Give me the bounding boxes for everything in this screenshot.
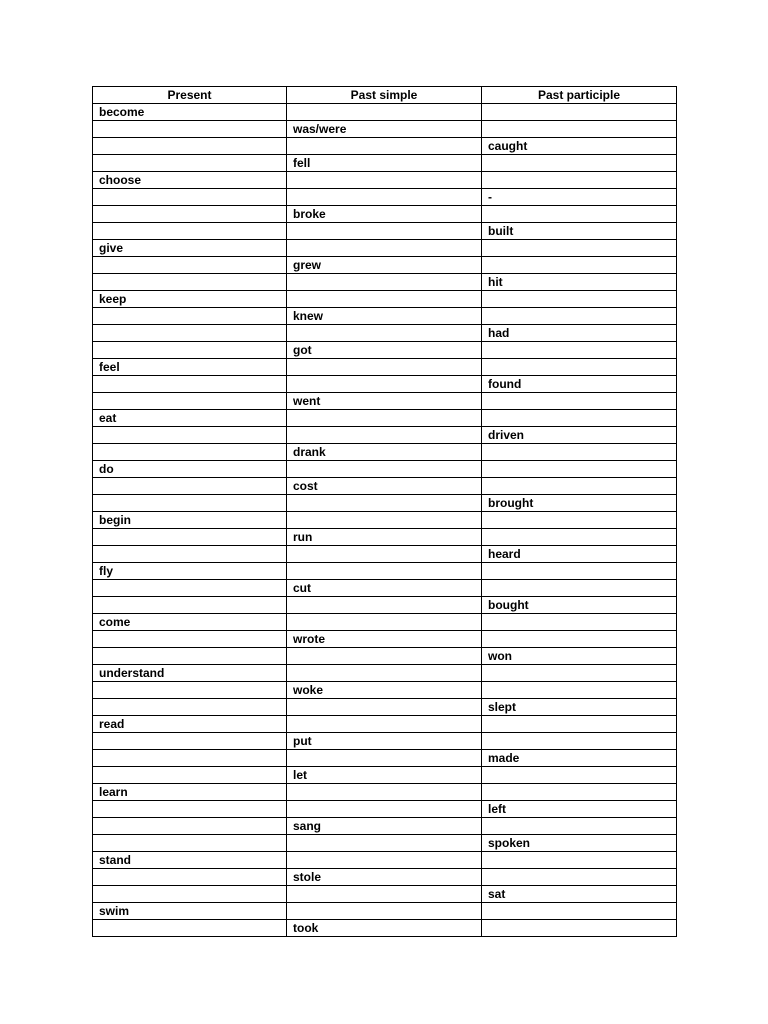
- table-body: [93, 104, 677, 937]
- past-participle-cell[interactable]: [482, 121, 677, 138]
- past-participle-cell[interactable]: [482, 733, 677, 750]
- past-simple-cell[interactable]: was/were: [287, 121, 482, 138]
- present-cell[interactable]: [93, 274, 287, 291]
- table-row: [93, 274, 677, 291]
- past-simple-cell[interactable]: [287, 189, 482, 206]
- table-row: [93, 410, 677, 427]
- past-participle-cell[interactable]: [482, 342, 677, 359]
- present-cell[interactable]: [93, 699, 287, 716]
- table-row: [93, 121, 677, 138]
- past-simple-cell[interactable]: [287, 614, 482, 631]
- table-row: [93, 784, 677, 801]
- present-cell[interactable]: keep: [93, 291, 287, 308]
- past-participle-cell[interactable]: won: [482, 648, 677, 665]
- past-participle-cell[interactable]: bought: [482, 597, 677, 614]
- table-row: [93, 835, 677, 852]
- past-participle-cell[interactable]: [482, 631, 677, 648]
- past-participle-cell[interactable]: [482, 920, 677, 937]
- table-row: [93, 478, 677, 495]
- table-header: [93, 87, 677, 104]
- past-participle-cell[interactable]: [482, 291, 677, 308]
- past-participle-cell[interactable]: [482, 172, 677, 189]
- past-simple-cell[interactable]: [287, 138, 482, 155]
- present-cell[interactable]: [93, 376, 287, 393]
- present-cell[interactable]: [93, 155, 287, 172]
- past-simple-cell[interactable]: [287, 274, 482, 291]
- past-simple-cell[interactable]: grew: [287, 257, 482, 274]
- table-row: [93, 393, 677, 410]
- past-simple-cell[interactable]: [287, 546, 482, 563]
- table-row: [93, 597, 677, 614]
- past-simple-cell[interactable]: went: [287, 393, 482, 410]
- past-simple-cell[interactable]: cut: [287, 580, 482, 597]
- past-simple-cell[interactable]: [287, 886, 482, 903]
- present-cell[interactable]: [93, 631, 287, 648]
- past-simple-cell[interactable]: [287, 461, 482, 478]
- past-participle-cell[interactable]: heard: [482, 546, 677, 563]
- past-simple-cell[interactable]: wrote: [287, 631, 482, 648]
- past-participle-cell[interactable]: [482, 461, 677, 478]
- past-participle-cell[interactable]: sat: [482, 886, 677, 903]
- past-participle-cell[interactable]: [482, 206, 677, 223]
- past-simple-cell[interactable]: put: [287, 733, 482, 750]
- past-participle-cell[interactable]: [482, 767, 677, 784]
- past-simple-cell[interactable]: [287, 376, 482, 393]
- present-cell[interactable]: [93, 189, 287, 206]
- table-row: [93, 240, 677, 257]
- past-participle-cell[interactable]: spoken: [482, 835, 677, 852]
- present-cell[interactable]: begin: [93, 512, 287, 529]
- table-row: [93, 920, 677, 937]
- past-participle-cell[interactable]: [482, 852, 677, 869]
- table-row: [93, 886, 677, 903]
- past-simple-cell[interactable]: [287, 427, 482, 444]
- present-cell[interactable]: [93, 835, 287, 852]
- past-participle-cell[interactable]: [482, 257, 677, 274]
- present-cell[interactable]: [93, 801, 287, 818]
- table-row: [93, 359, 677, 376]
- table-row: [93, 869, 677, 886]
- present-cell[interactable]: [93, 342, 287, 359]
- present-cell[interactable]: [93, 818, 287, 835]
- present-cell[interactable]: give: [93, 240, 287, 257]
- present-cell[interactable]: [93, 495, 287, 512]
- table-row: [93, 580, 677, 597]
- past-participle-cell[interactable]: built: [482, 223, 677, 240]
- table-row: [93, 189, 677, 206]
- past-simple-cell[interactable]: [287, 563, 482, 580]
- present-cell[interactable]: [93, 869, 287, 886]
- past-participle-cell[interactable]: driven: [482, 427, 677, 444]
- past-participle-cell[interactable]: [482, 308, 677, 325]
- table-row: [93, 733, 677, 750]
- past-simple-cell[interactable]: fell: [287, 155, 482, 172]
- past-participle-cell[interactable]: had: [482, 325, 677, 342]
- table-row: [93, 155, 677, 172]
- table-row: [93, 699, 677, 716]
- present-cell[interactable]: [93, 206, 287, 223]
- table-row: [93, 563, 677, 580]
- past-participle-cell[interactable]: [482, 665, 677, 682]
- past-simple-cell[interactable]: [287, 801, 482, 818]
- past-participle-cell[interactable]: [482, 784, 677, 801]
- past-simple-cell[interactable]: [287, 104, 482, 121]
- present-cell[interactable]: [93, 546, 287, 563]
- past-simple-cell[interactable]: sang: [287, 818, 482, 835]
- past-simple-cell[interactable]: [287, 750, 482, 767]
- past-simple-cell[interactable]: broke: [287, 206, 482, 223]
- past-participle-cell[interactable]: hit: [482, 274, 677, 291]
- present-cell[interactable]: come: [93, 614, 287, 631]
- present-cell[interactable]: feel: [93, 359, 287, 376]
- table-row: [93, 529, 677, 546]
- past-simple-cell[interactable]: [287, 291, 482, 308]
- table-row: [93, 206, 677, 223]
- past-simple-cell[interactable]: knew: [287, 308, 482, 325]
- present-cell[interactable]: become: [93, 104, 287, 121]
- table-row: [93, 801, 677, 818]
- past-participle-cell[interactable]: [482, 563, 677, 580]
- present-cell[interactable]: [93, 121, 287, 138]
- table-row: [93, 716, 677, 733]
- table-row: [93, 614, 677, 631]
- past-simple-cell[interactable]: [287, 852, 482, 869]
- past-participle-cell[interactable]: [482, 818, 677, 835]
- table-row: [93, 138, 677, 155]
- past-participle-cell[interactable]: left: [482, 801, 677, 818]
- present-cell[interactable]: [93, 597, 287, 614]
- present-cell[interactable]: understand: [93, 665, 287, 682]
- past-participle-cell[interactable]: [482, 393, 677, 410]
- past-simple-cell[interactable]: [287, 223, 482, 240]
- table-row: [93, 818, 677, 835]
- past-simple-cell[interactable]: [287, 903, 482, 920]
- present-cell[interactable]: [93, 920, 287, 937]
- present-cell[interactable]: [93, 427, 287, 444]
- present-cell[interactable]: [93, 886, 287, 903]
- table-row: [93, 325, 677, 342]
- past-simple-cell[interactable]: [287, 495, 482, 512]
- table-row: [93, 444, 677, 461]
- present-cell[interactable]: learn: [93, 784, 287, 801]
- table-row: [93, 750, 677, 767]
- past-participle-cell[interactable]: [482, 682, 677, 699]
- present-cell[interactable]: [93, 138, 287, 155]
- past-participle-cell[interactable]: [482, 614, 677, 631]
- past-participle-cell[interactable]: [482, 903, 677, 920]
- table-row: [93, 512, 677, 529]
- past-simple-cell[interactable]: [287, 325, 482, 342]
- past-participle-cell[interactable]: found: [482, 376, 677, 393]
- present-cell[interactable]: [93, 325, 287, 342]
- present-cell[interactable]: [93, 682, 287, 699]
- present-cell[interactable]: [93, 648, 287, 665]
- past-simple-cell[interactable]: [287, 699, 482, 716]
- past-participle-cell[interactable]: [482, 155, 677, 172]
- table-row: [93, 308, 677, 325]
- past-participle-cell[interactable]: [482, 869, 677, 886]
- table-row: [93, 342, 677, 359]
- header-present: Present: [93, 87, 287, 104]
- table-row: [93, 903, 677, 920]
- table-row: [93, 223, 677, 240]
- present-cell[interactable]: [93, 393, 287, 410]
- present-cell[interactable]: [93, 733, 287, 750]
- past-participle-cell[interactable]: [482, 240, 677, 257]
- past-participle-cell[interactable]: slept: [482, 699, 677, 716]
- past-participle-cell[interactable]: caught: [482, 138, 677, 155]
- past-participle-cell[interactable]: [482, 410, 677, 427]
- present-cell[interactable]: [93, 223, 287, 240]
- present-cell[interactable]: [93, 580, 287, 597]
- past-simple-cell[interactable]: drank: [287, 444, 482, 461]
- past-simple-cell[interactable]: [287, 835, 482, 852]
- past-simple-cell[interactable]: [287, 784, 482, 801]
- table-row: [93, 495, 677, 512]
- past-participle-cell[interactable]: [482, 512, 677, 529]
- header-past-simple: Past simple: [287, 87, 482, 104]
- present-cell[interactable]: swim: [93, 903, 287, 920]
- present-cell[interactable]: [93, 529, 287, 546]
- past-participle-cell[interactable]: [482, 359, 677, 376]
- past-simple-cell[interactable]: woke: [287, 682, 482, 699]
- past-simple-cell[interactable]: got: [287, 342, 482, 359]
- table-row: [93, 427, 677, 444]
- table-row: [93, 546, 677, 563]
- table-row: [93, 665, 677, 682]
- table-row: [93, 631, 677, 648]
- past-simple-cell[interactable]: [287, 648, 482, 665]
- past-simple-cell[interactable]: [287, 410, 482, 427]
- header-row: [93, 87, 677, 104]
- past-simple-cell[interactable]: let: [287, 767, 482, 784]
- past-simple-cell[interactable]: run: [287, 529, 482, 546]
- past-simple-cell[interactable]: took: [287, 920, 482, 937]
- past-participle-cell[interactable]: made: [482, 750, 677, 767]
- past-simple-cell[interactable]: [287, 716, 482, 733]
- present-cell[interactable]: eat: [93, 410, 287, 427]
- present-cell[interactable]: [93, 478, 287, 495]
- past-simple-cell[interactable]: [287, 359, 482, 376]
- past-participle-cell[interactable]: [482, 580, 677, 597]
- table-row: [93, 376, 677, 393]
- present-cell[interactable]: choose: [93, 172, 287, 189]
- table-row: [93, 461, 677, 478]
- table-row: [93, 104, 677, 121]
- present-cell[interactable]: do: [93, 461, 287, 478]
- past-simple-cell[interactable]: cost: [287, 478, 482, 495]
- past-simple-cell[interactable]: stole: [287, 869, 482, 886]
- past-participle-cell[interactable]: [482, 478, 677, 495]
- present-cell[interactable]: stand: [93, 852, 287, 869]
- present-cell[interactable]: read: [93, 716, 287, 733]
- table-row: [93, 291, 677, 308]
- past-simple-cell[interactable]: [287, 512, 482, 529]
- table-row: [93, 257, 677, 274]
- past-participle-cell[interactable]: [482, 444, 677, 461]
- table-row: [93, 648, 677, 665]
- past-participle-cell[interactable]: [482, 104, 677, 121]
- table-row: [93, 682, 677, 699]
- table-row: [93, 852, 677, 869]
- irregular-verbs-table: [92, 86, 677, 937]
- present-cell[interactable]: [93, 257, 287, 274]
- present-cell[interactable]: [93, 444, 287, 461]
- present-cell[interactable]: fly: [93, 563, 287, 580]
- past-participle-cell[interactable]: [482, 716, 677, 733]
- past-simple-cell[interactable]: [287, 172, 482, 189]
- past-participle-cell[interactable]: brought: [482, 495, 677, 512]
- present-cell[interactable]: [93, 308, 287, 325]
- header-past-participle: Past participle: [482, 87, 677, 104]
- table-row: [93, 172, 677, 189]
- present-cell[interactable]: [93, 750, 287, 767]
- past-simple-cell[interactable]: [287, 597, 482, 614]
- present-cell[interactable]: [93, 767, 287, 784]
- table-row: [93, 767, 677, 784]
- past-participle-cell[interactable]: -: [482, 189, 677, 206]
- past-participle-cell[interactable]: [482, 529, 677, 546]
- past-simple-cell[interactable]: [287, 240, 482, 257]
- past-simple-cell[interactable]: [287, 665, 482, 682]
